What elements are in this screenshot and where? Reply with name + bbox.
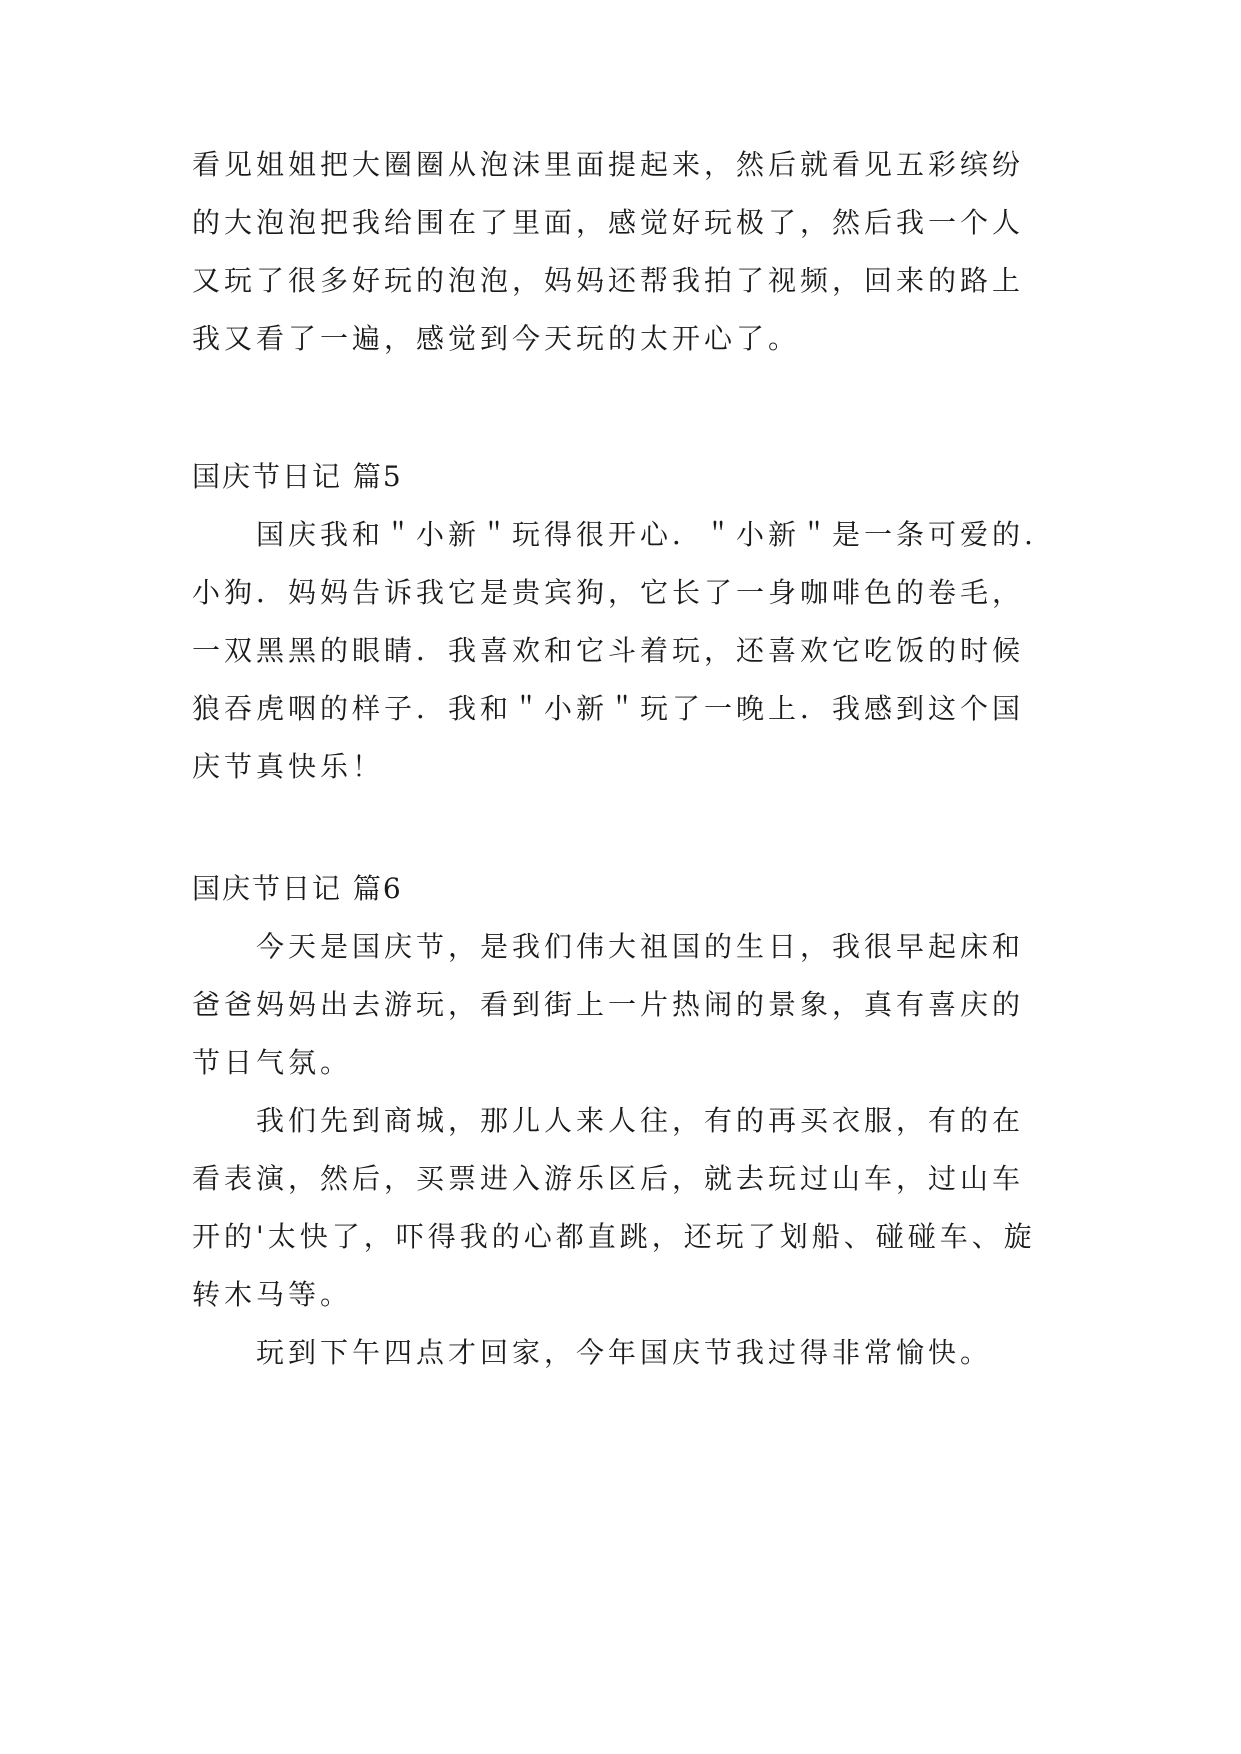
section-4-tail <box>192 136 1050 368</box>
paragraph: 国庆我和＂小新＂玩得很开心．＂小新＂是一条可爱的.小狗．妈妈告诉我它是贵宾狗，它长了一身咖啡色的卷毛，一双黑黑的眼睛．我喜欢和它斗着玩，还喜欢它吃饭的时候狼吞虎咽的样子．我和＂小新＂玩了一晚上．我感到这个国庆节真快乐！ <box>192 518 1037 783</box>
section-5-body <box>192 506 1050 796</box>
paragraph: 我们先到商城，那儿人来人往，有的再买衣服，有的在看表演，然后，买票进入游乐区后，就去玩过山车，过山车开的'太快了，吓得我的心都直跳，还玩了划船、碰碰车、旋转木马等。 <box>192 1104 1036 1311</box>
paragraph: 看见姐姐把大圈圈从泡沫里面提起来，然后就看见五彩缤纷的大泡泡把我给围在了里面，感觉好玩极了，然后我一个人又玩了很多好玩的泡泡，妈妈还帮我拍了视频，回来的路上我又看了一遍，感觉到今天玩的太开心了。 <box>192 148 1025 355</box>
section-5-heading: 国庆节日记 篇5 <box>192 460 403 493</box>
section-6-body <box>192 918 1050 1382</box>
section-6-heading: 国庆节日记 篇6 <box>192 872 403 905</box>
paragraph: 今天是国庆节，是我们伟大祖国的生日，我很早起床和爸爸妈妈出去游玩，看到街上一片热闹的景象，真有喜庆的节日气氛。 <box>192 930 1025 1079</box>
paragraph: 玩到下午四点才回家，今年国庆节我过得非常愉快。 <box>256 1336 993 1369</box>
